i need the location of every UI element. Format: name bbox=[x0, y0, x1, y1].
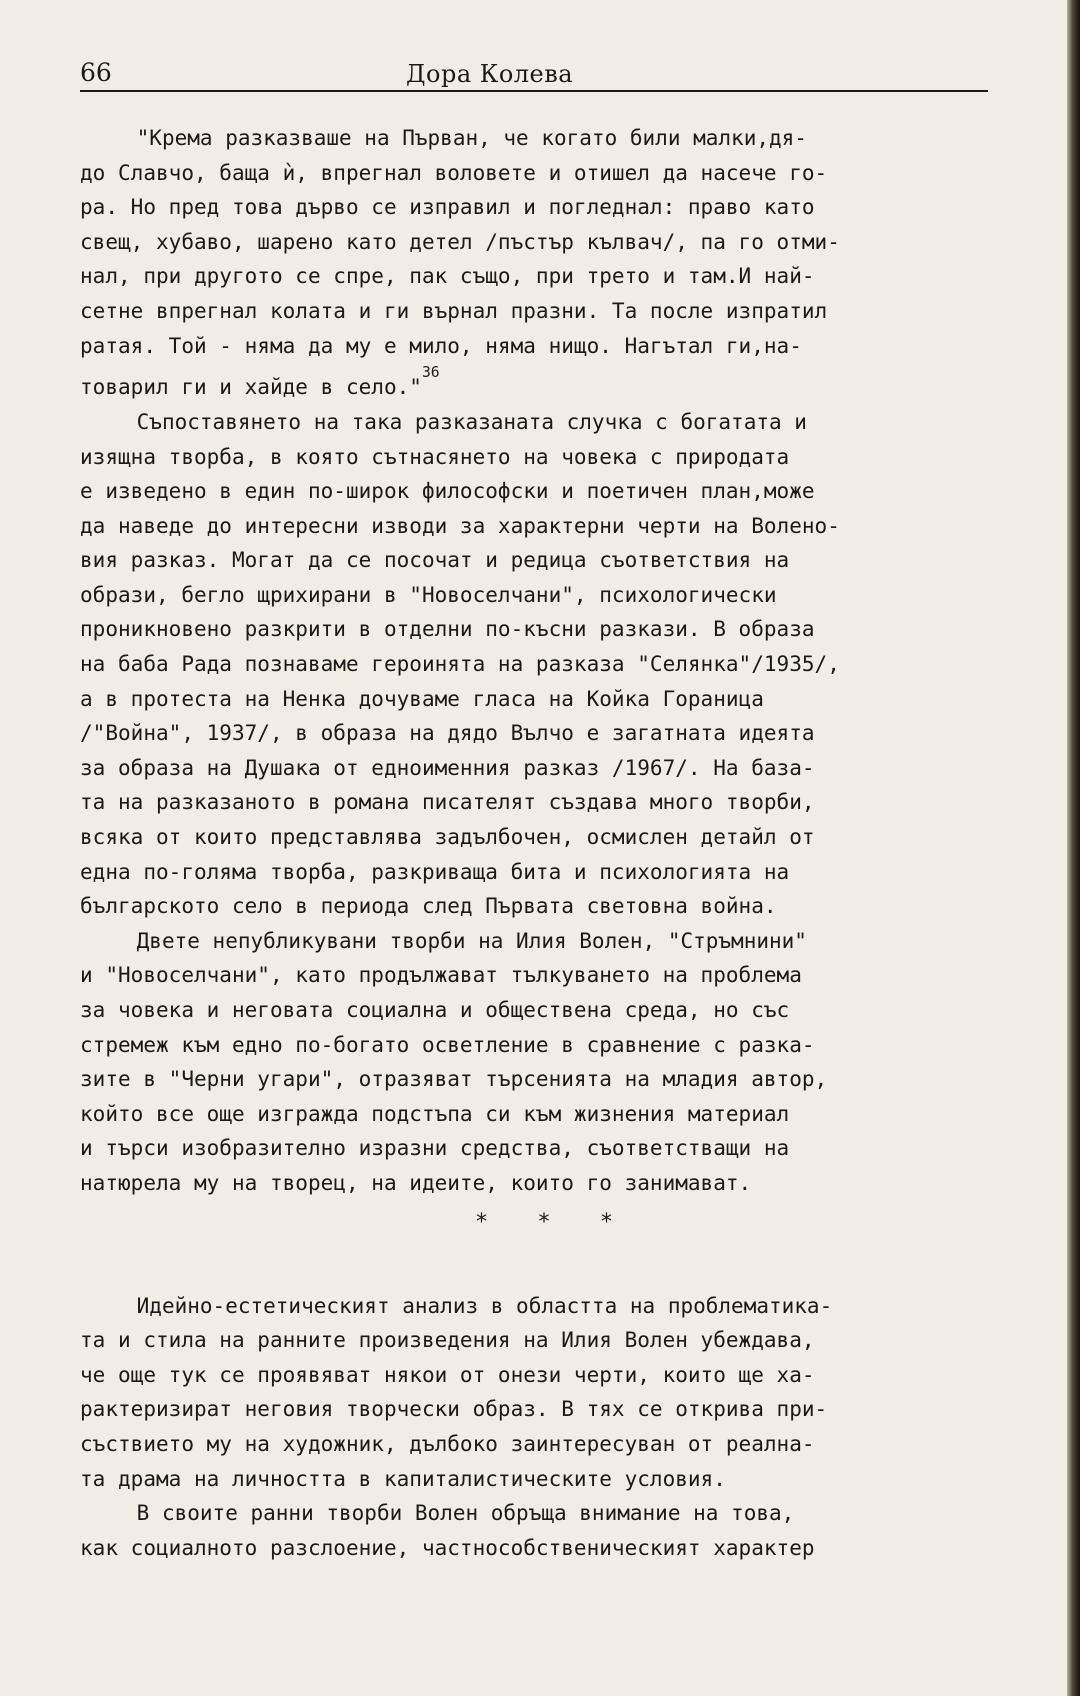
text-line: изящна творба, в която сътнасянето на човека с природата bbox=[80, 444, 790, 470]
text-line: който все още изгражда подстъпа си към жизнения материал bbox=[80, 1101, 790, 1127]
text-line: съствието му на художник, дълбоко заинтересуван от реална- bbox=[80, 1431, 815, 1457]
text-line: свещ, хубаво, шарено като детел /пъстър кълвач/, па го отми- bbox=[80, 229, 840, 255]
text-line: Идейно-естетическият анализ в областта на проблематика- bbox=[136, 1293, 833, 1319]
text-line: и търси изобразително изразни средства, съответстващи на bbox=[80, 1136, 790, 1162]
text-line: за човека и неговата социална и обществена среда, но със bbox=[80, 998, 790, 1023]
text-line: е изведено в един по-широк философски и поетичен план,може bbox=[80, 479, 815, 505]
text-line: нал, при другото се спре, пак също, при трето и там.И най- bbox=[80, 264, 815, 290]
book-spine-shadow bbox=[1067, 0, 1080, 1696]
paragraph-comparison bbox=[80, 406, 1008, 925]
section-separator: * * * bbox=[474, 1209, 632, 1235]
text-line: сетне впрегнал колата и ги върнал празни. Та после изпратил bbox=[80, 298, 828, 324]
text-line: всяка от които представлява задълбочен, осмислен детайл от bbox=[80, 825, 815, 851]
paragraph-unpublished-works bbox=[80, 925, 1008, 1202]
paragraph-analysis bbox=[80, 1290, 1008, 1498]
text-line: проникновено разкрити в отделни по-късни разкази. В образа bbox=[80, 617, 815, 643]
text-line: за образа на Душака от едноименния разказ /1967/. На база- bbox=[80, 755, 815, 781]
footnote-marker: 36 bbox=[421, 363, 440, 382]
text-line: та и стила на ранните произведения на Илия Волен убеждава, bbox=[80, 1328, 815, 1354]
text-line: "Крема разказваше на Първан, че когато били малки,дя- bbox=[136, 126, 807, 151]
quote-last-line: товарил ги и хайде в село." bbox=[80, 375, 422, 401]
text-line: да наведе до интересни изводи за характерни черти на Воленo- bbox=[80, 513, 840, 539]
body-text bbox=[80, 122, 1008, 1566]
text-line: до Славчо, баща ѝ, впрегнал воловете и отишел да насече го- bbox=[80, 160, 828, 186]
text-line: и "Новоселчани", като продължават тълкуването на проблема bbox=[80, 963, 802, 989]
text-line: образи, бегло щрихирани в "Новоселчани", психологически bbox=[80, 582, 777, 608]
text-line: В своите ранни творби Волен обръща внимание на това, bbox=[136, 1501, 795, 1527]
text-line: една по-голяма творба, разкриваща бита и психологията на bbox=[80, 859, 790, 885]
text-line: как социалното разслоение, частнособственическият характер bbox=[80, 1535, 815, 1561]
text-line: ратая. Той - няма да му е мило, няма нищо. Нагътал ги,на- bbox=[80, 333, 802, 359]
text-line: българското село в периода след Първата световна война. bbox=[80, 894, 777, 920]
text-line: та на разказаното в романа писателят създава много творби, bbox=[80, 790, 815, 816]
text-line: стремеж към едно по-богато осветление в сравнение с разка- bbox=[80, 1032, 815, 1058]
text-line: ра. Но пред това дърво се изправил и погледнал: право като bbox=[80, 195, 815, 221]
text-line bbox=[80, 364, 988, 406]
text-line: натюрела му на творец, на идеите, които го занимават. bbox=[80, 1170, 752, 1196]
text-line: на баба Рада познаваме героинята на разказа "Селянка"/1935/, bbox=[80, 652, 840, 678]
text-line: рактеризират неговия творчески образ. В тях се открива при- bbox=[80, 1397, 828, 1423]
text-line: вия разказ. Могат да се посочат и редица съответствия на bbox=[80, 548, 790, 574]
text-line: Двете непубликувани творби на Илия Волен, "Стръмнини" bbox=[136, 928, 807, 954]
page-header bbox=[80, 56, 988, 92]
text-line: че още тук се проявяват някои от онези черти, които ще ха- bbox=[80, 1362, 815, 1388]
text-line: а в протеста на Ненка дочуваме гласа на Койка Гораница bbox=[80, 686, 764, 712]
quote-paragraph bbox=[80, 122, 1008, 406]
running-head: Дора Колева bbox=[406, 60, 574, 88]
text-line: зите в "Черни угари", отразяват търсенията на младия автор, bbox=[80, 1067, 828, 1093]
paragraph-early-works bbox=[80, 1497, 1008, 1566]
text-line: /"Война", 1937/, в образа на дядо Вълчо е загатната идеята bbox=[80, 721, 815, 747]
text-line: та драма на личността в капиталистическите условия. bbox=[80, 1466, 726, 1492]
text-line: Съпоставянето на така разказаната случка с богатата и bbox=[136, 409, 807, 435]
page-number: 66 bbox=[80, 58, 112, 87]
